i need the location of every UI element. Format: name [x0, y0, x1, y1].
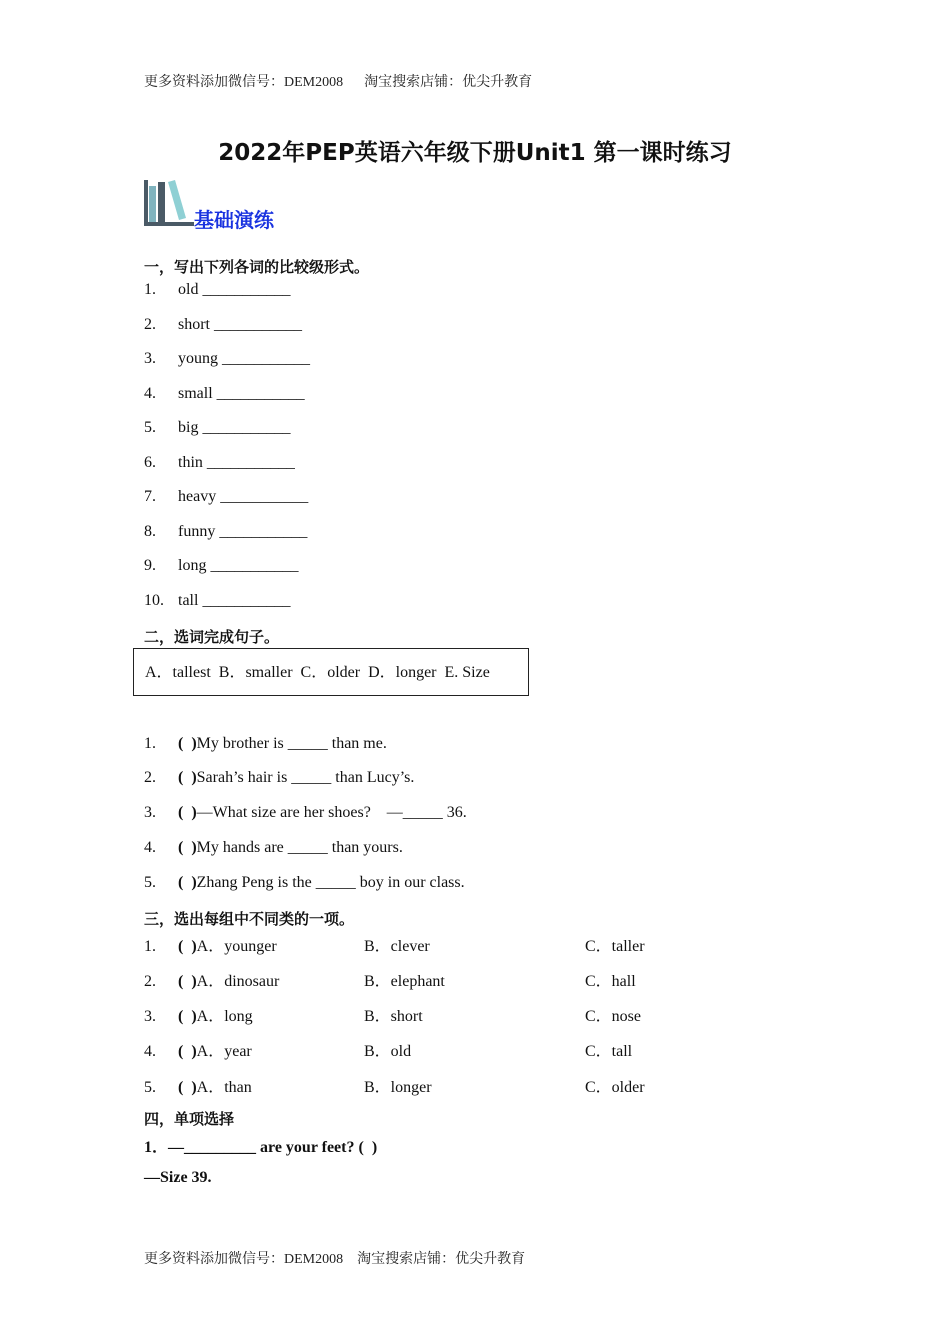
list-item: 3. young ___________	[144, 350, 310, 367]
option-b: B．short	[364, 1008, 423, 1025]
option-c: C．hall	[585, 973, 636, 990]
option-c: C．older	[585, 1079, 645, 1096]
list-item: 6. thin ___________	[144, 454, 295, 471]
option-b: B．clever	[364, 938, 430, 955]
list-item: 4. small ___________	[144, 385, 305, 402]
option-c: C．tall	[585, 1043, 633, 1060]
option-c: C．taller	[585, 938, 645, 955]
list-item: 1. ( )My brother is _____ than me.	[144, 735, 387, 752]
section-banner: 基础演练	[194, 208, 274, 232]
section3-heading: 三，选出每组中不同类的一项。	[144, 910, 355, 928]
section1-heading: 一，写出下列各词的比较级形式。	[144, 258, 370, 276]
option-c: C．nose	[585, 1008, 642, 1025]
list-item: 9. long ___________	[144, 557, 299, 574]
list-item: 1. old ___________	[144, 281, 291, 298]
page-title: 2022年PEP英语六年级下册Unit1 第一课时练习	[218, 140, 732, 166]
page-header: 更多资料添加微信号：DEM2008 淘宝搜索店铺：优尖升教育	[144, 75, 533, 90]
list-item: 10. tall ___________	[144, 592, 291, 609]
option-b: B．elephant	[364, 973, 445, 990]
list-item: 3. ( )—What size are her shoes? —_____ 36.	[144, 804, 467, 821]
list-item: 5. ( )A．than	[144, 1079, 252, 1096]
section2-heading: 二，选词完成句子。	[144, 628, 280, 646]
list-item: 7. heavy ___________	[144, 488, 309, 505]
list-item: 2. ( )Sarah’s hair is _____ than Lucy’s.	[144, 769, 415, 786]
question-1: 1．—_________ are your feet? ( )	[144, 1139, 378, 1156]
list-item: 2. ( )A．dinosaur	[144, 973, 280, 990]
list-item: 5. ( )Zhang Peng is the _____ boy in our class.	[144, 874, 465, 891]
list-item: 4. ( )My hands are _____ than yours.	[144, 839, 403, 856]
list-item: 4. ( )A．year	[144, 1043, 252, 1060]
word-choices: A．tallest B．smaller C．older D．longer E. Size	[145, 664, 490, 681]
books-icon	[142, 176, 196, 230]
list-item: 3. ( )A．long	[144, 1008, 253, 1025]
page-footer: 更多资料添加微信号：DEM2008 淘宝搜索店铺：优尖升教育	[144, 1252, 526, 1267]
list-item: 1. ( )A．younger	[144, 938, 277, 955]
option-b: B．old	[364, 1043, 412, 1060]
option-b: B．longer	[364, 1079, 432, 1096]
list-item: 2. short ___________	[144, 316, 302, 333]
list-item: 5. big ___________	[144, 419, 291, 436]
answer-1: —Size 39.	[144, 1169, 212, 1186]
list-item: 8. funny ___________	[144, 523, 308, 540]
word-choice-box	[133, 648, 529, 696]
section4-heading: 四，单项选择	[144, 1110, 235, 1128]
